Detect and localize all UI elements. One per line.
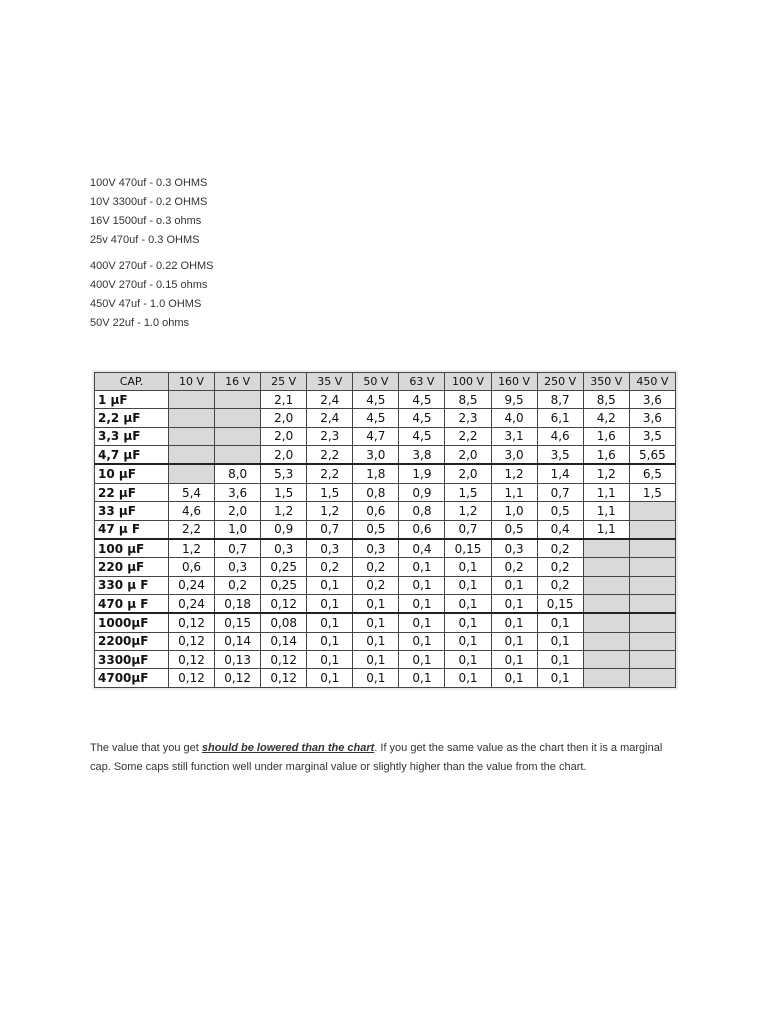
- table-cell-empty: [583, 613, 629, 632]
- table-cell-empty: [629, 613, 675, 632]
- table-cell: 0,4: [537, 520, 583, 539]
- table-cell-empty: [629, 502, 675, 520]
- table-cell: 0,1: [491, 576, 537, 594]
- table-cell: 0,1: [445, 576, 491, 594]
- table-cell: 3,0: [353, 446, 399, 465]
- esr-notes-group-2: [90, 257, 214, 333]
- column-header-voltage: 350 V: [583, 373, 629, 391]
- note-line: 50V 22uf - 1.0 ohms: [90, 317, 190, 329]
- table-cell: 0,2: [537, 576, 583, 594]
- table-cell: 0,12: [261, 669, 307, 688]
- note-line: 16V 1500uf - o.3 ohms: [90, 215, 202, 227]
- table-cell: 4,7: [353, 427, 399, 445]
- table-cell: 0,15: [215, 613, 261, 632]
- table-cell: 0,1: [445, 669, 491, 688]
- table-cell-empty: [629, 595, 675, 614]
- table-cell: 1,4: [537, 464, 583, 483]
- column-header-voltage: 63 V: [399, 373, 445, 391]
- table-cell: 6,5: [629, 464, 675, 483]
- table-cell: 0,2: [537, 558, 583, 576]
- row-header-cap: 3300µF: [95, 651, 169, 669]
- table-row: [95, 576, 676, 594]
- table-cell: 0,14: [261, 632, 307, 650]
- row-header-cap: 10 µF: [95, 464, 169, 483]
- table-cell: 3,6: [215, 483, 261, 501]
- table-cell-empty: [629, 539, 675, 558]
- table-cell: 0,1: [307, 613, 353, 632]
- table-cell: 0,1: [353, 632, 399, 650]
- table-cell: 3,1: [491, 427, 537, 445]
- column-header-voltage: 16 V: [215, 373, 261, 391]
- table-cell: 0,9: [399, 483, 445, 501]
- table-cell-empty: [215, 427, 261, 445]
- table-cell: 0,7: [215, 539, 261, 558]
- table-cell: 4,0: [491, 409, 537, 427]
- table-cell-empty: [583, 651, 629, 669]
- table-cell: 4,6: [169, 502, 215, 520]
- table-cell: 2,4: [307, 409, 353, 427]
- column-header-voltage: 100 V: [445, 373, 491, 391]
- column-header-cap: CAP.: [95, 373, 169, 391]
- table-row: [95, 632, 676, 650]
- table-cell-empty: [169, 409, 215, 427]
- table-cell: 0,1: [399, 613, 445, 632]
- row-header-cap: 3,3 µF: [95, 427, 169, 445]
- table-cell-empty: [629, 651, 675, 669]
- row-header-cap: 22 µF: [95, 483, 169, 501]
- table-cell: 0,1: [307, 669, 353, 688]
- table-cell: 4,2: [583, 409, 629, 427]
- column-header-voltage: 10 V: [169, 373, 215, 391]
- table-cell: 2,0: [261, 409, 307, 427]
- table-cell: 3,6: [629, 391, 675, 409]
- table-cell: 0,15: [445, 539, 491, 558]
- table-cell: 8,0: [215, 464, 261, 483]
- table-cell: 0,24: [169, 595, 215, 614]
- table-cell: 2,3: [445, 409, 491, 427]
- table-cell: 2,2: [307, 464, 353, 483]
- table-cell: 0,1: [399, 558, 445, 576]
- table-cell: 0,8: [399, 502, 445, 520]
- table-cell: 0,12: [169, 669, 215, 688]
- table-row: [95, 483, 676, 501]
- column-header-voltage: 25 V: [261, 373, 307, 391]
- table-cell: 8,5: [583, 391, 629, 409]
- table-cell: 0,1: [445, 651, 491, 669]
- table-cell: 0,2: [491, 558, 537, 576]
- table-cell: 1,2: [169, 539, 215, 558]
- table-row: [95, 391, 676, 409]
- table-cell: 1,1: [583, 520, 629, 539]
- table-cell-empty: [629, 632, 675, 650]
- table-cell: 8,7: [537, 391, 583, 409]
- table-cell: 0,6: [399, 520, 445, 539]
- table-cell: 0,12: [169, 651, 215, 669]
- table-cell: 0,25: [261, 576, 307, 594]
- table-cell: 4,5: [353, 391, 399, 409]
- table-cell: 3,5: [629, 427, 675, 445]
- table-cell: 0,1: [399, 669, 445, 688]
- table-cell: 4,5: [353, 409, 399, 427]
- table-cell: 1,2: [491, 464, 537, 483]
- table-cell: 1,1: [491, 483, 537, 501]
- table-cell: 5,3: [261, 464, 307, 483]
- table-cell: 1,5: [629, 483, 675, 501]
- table-cell-empty: [583, 558, 629, 576]
- table-cell: 2,3: [307, 427, 353, 445]
- table-cell: 0,5: [537, 502, 583, 520]
- table-row: [95, 539, 676, 558]
- table-cell: 0,1: [353, 651, 399, 669]
- table-cell: 0,1: [307, 595, 353, 614]
- table-cell: 0,1: [307, 632, 353, 650]
- table-cell: 0,5: [353, 520, 399, 539]
- table-cell-empty: [215, 446, 261, 465]
- table-cell: 0,6: [353, 502, 399, 520]
- table-cell: 0,2: [353, 558, 399, 576]
- table-cell: 0,1: [307, 651, 353, 669]
- table-cell: 0,13: [215, 651, 261, 669]
- table-cell: 0,08: [261, 613, 307, 632]
- table-cell-empty: [583, 595, 629, 614]
- table-cell: 0,1: [491, 595, 537, 614]
- esr-chart-image: [92, 370, 678, 690]
- row-header-cap: 4,7 µF: [95, 446, 169, 465]
- row-header-cap: 100 µF: [95, 539, 169, 558]
- table-cell: 0,7: [307, 520, 353, 539]
- column-header-voltage: 160 V: [491, 373, 537, 391]
- table-row: [95, 446, 676, 465]
- table-cell: 0,5: [491, 520, 537, 539]
- table-cell-empty: [629, 520, 675, 539]
- table-cell: 1,5: [445, 483, 491, 501]
- table-cell: 0,12: [169, 613, 215, 632]
- table-cell: 1,2: [583, 464, 629, 483]
- table-cell: 0,14: [215, 632, 261, 650]
- table-cell: 2,4: [307, 391, 353, 409]
- table-cell: 1,9: [399, 464, 445, 483]
- footer-emphasis: should be lowered than the chart: [201, 742, 375, 754]
- table-cell-empty: [629, 576, 675, 594]
- table-cell-empty: [169, 464, 215, 483]
- table-cell: 0,1: [537, 651, 583, 669]
- table-cell: 2,2: [169, 520, 215, 539]
- table-cell-empty: [169, 427, 215, 445]
- table-row: [95, 558, 676, 576]
- table-cell: 0,4: [399, 539, 445, 558]
- column-header-voltage: 250 V: [537, 373, 583, 391]
- table-cell: 0,8: [353, 483, 399, 501]
- esr-table: [94, 372, 676, 688]
- table-cell: 0,2: [307, 558, 353, 576]
- row-header-cap: 1000µF: [95, 613, 169, 632]
- table-cell: 0,3: [491, 539, 537, 558]
- table-cell: 0,1: [491, 613, 537, 632]
- table-cell-empty: [583, 576, 629, 594]
- note-line: 25v 470uf - 0.3 OHMS: [90, 234, 200, 246]
- table-cell: 1,8: [353, 464, 399, 483]
- table-cell-empty: [215, 409, 261, 427]
- table-cell: 0,1: [491, 651, 537, 669]
- footer-text-after: . If you get the same value as the chart then it is a marginal cap. Some caps still function well under marginal value or slightly higher than the value from the chart.: [90, 742, 663, 773]
- table-cell: 1,5: [261, 483, 307, 501]
- table-row: [95, 520, 676, 539]
- table-cell: 0,1: [307, 576, 353, 594]
- table-cell: 0,12: [261, 595, 307, 614]
- table-row: [95, 409, 676, 427]
- table-cell: 1,0: [491, 502, 537, 520]
- table-cell: 1,1: [583, 502, 629, 520]
- table-cell: 0,3: [261, 539, 307, 558]
- table-cell: 0,2: [353, 576, 399, 594]
- table-cell-empty: [583, 539, 629, 558]
- row-header-cap: 2,2 µF: [95, 409, 169, 427]
- esr-notes-group-1: [90, 174, 207, 250]
- table-cell: 0,1: [353, 669, 399, 688]
- note-line: 10V 3300uf - 0.2 OHMS: [90, 196, 208, 208]
- note-line: 400V 270uf - 0.15 ohms: [90, 279, 208, 291]
- table-cell: 1,6: [583, 427, 629, 445]
- table-cell: 6,1: [537, 409, 583, 427]
- table-cell: 0,12: [169, 632, 215, 650]
- table-cell: 8,5: [445, 391, 491, 409]
- column-header-voltage: 450 V: [629, 373, 675, 391]
- table-cell: 0,12: [261, 651, 307, 669]
- table-cell: 0,1: [537, 669, 583, 688]
- table-cell-empty: [629, 558, 675, 576]
- row-header-cap: 1 µF: [95, 391, 169, 409]
- table-cell: 0,1: [445, 558, 491, 576]
- table-body: [95, 391, 676, 688]
- table-cell: 2,2: [307, 446, 353, 465]
- row-header-cap: 33 µF: [95, 502, 169, 520]
- table-cell: 4,5: [399, 427, 445, 445]
- table-cell: 5,65: [629, 446, 675, 465]
- table-cell: 0,1: [399, 632, 445, 650]
- table-cell: 5,4: [169, 483, 215, 501]
- table-cell: 0,1: [445, 632, 491, 650]
- column-header-voltage: 35 V: [307, 373, 353, 391]
- table-cell: 1,2: [261, 502, 307, 520]
- table-row: [95, 651, 676, 669]
- table-cell: 3,0: [491, 446, 537, 465]
- table-row: [95, 427, 676, 445]
- table-cell: 3,5: [537, 446, 583, 465]
- table-cell: 0,1: [399, 651, 445, 669]
- row-header-cap: 2200µF: [95, 632, 169, 650]
- table-cell: 0,9: [261, 520, 307, 539]
- table-row: [95, 502, 676, 520]
- table-cell: 2,0: [261, 427, 307, 445]
- table-cell: 4,5: [399, 409, 445, 427]
- table-cell: 1,0: [215, 520, 261, 539]
- table-cell-empty: [583, 669, 629, 688]
- table-cell: 0,1: [537, 613, 583, 632]
- table-cell-empty: [169, 446, 215, 465]
- footer-paragraph: [90, 739, 670, 777]
- table-cell: 1,2: [307, 502, 353, 520]
- table-cell: 4,6: [537, 427, 583, 445]
- table-cell: 0,3: [353, 539, 399, 558]
- table-row: [95, 595, 676, 614]
- row-header-cap: 47 µ F: [95, 520, 169, 539]
- table-cell: 0,12: [215, 669, 261, 688]
- table-cell: 1,5: [307, 483, 353, 501]
- table-cell: 0,1: [353, 613, 399, 632]
- table-header-row: [95, 373, 676, 391]
- table-row: [95, 669, 676, 688]
- table-cell: 0,2: [215, 576, 261, 594]
- table-row: [95, 613, 676, 632]
- row-header-cap: 220 µF: [95, 558, 169, 576]
- table-cell: 0,7: [445, 520, 491, 539]
- table-cell-empty: [169, 391, 215, 409]
- table-cell: 0,1: [399, 595, 445, 614]
- table-cell: 0,24: [169, 576, 215, 594]
- table-cell: 0,1: [399, 576, 445, 594]
- table-cell: 0,7: [537, 483, 583, 501]
- row-header-cap: 470 µ F: [95, 595, 169, 614]
- table-cell: 2,0: [215, 502, 261, 520]
- table-cell: 0,6: [169, 558, 215, 576]
- table-cell: 3,6: [629, 409, 675, 427]
- table-cell: 0,18: [215, 595, 261, 614]
- table-cell: 9,5: [491, 391, 537, 409]
- table-cell: 0,1: [537, 632, 583, 650]
- table-cell: 2,1: [261, 391, 307, 409]
- table-cell: 0,1: [445, 613, 491, 632]
- table-cell: 2,0: [445, 446, 491, 465]
- table-cell-empty: [583, 632, 629, 650]
- note-line: 400V 270uf - 0.22 OHMS: [90, 260, 214, 272]
- row-header-cap: 330 µ F: [95, 576, 169, 594]
- table-cell: 0,25: [261, 558, 307, 576]
- table-row: [95, 464, 676, 483]
- table-cell: 0,2: [537, 539, 583, 558]
- table-cell: 1,6: [583, 446, 629, 465]
- table-cell: 2,0: [445, 464, 491, 483]
- table-cell: 0,1: [353, 595, 399, 614]
- footer-text-before: The value that you get: [90, 742, 202, 754]
- table-cell: 0,1: [491, 669, 537, 688]
- row-header-cap: 4700µF: [95, 669, 169, 688]
- table-cell: 4,5: [399, 391, 445, 409]
- table-cell-empty: [215, 391, 261, 409]
- column-header-voltage: 50 V: [353, 373, 399, 391]
- table-cell-empty: [629, 669, 675, 688]
- table-cell: 2,0: [261, 446, 307, 465]
- table-cell: 2,2: [445, 427, 491, 445]
- table-cell: 0,1: [445, 595, 491, 614]
- table-cell: 1,2: [445, 502, 491, 520]
- table-cell: 0,15: [537, 595, 583, 614]
- table-cell: 0,3: [307, 539, 353, 558]
- table-cell: 0,1: [491, 632, 537, 650]
- table-cell: 0,3: [215, 558, 261, 576]
- table-cell: 1,1: [583, 483, 629, 501]
- table-cell: 3,8: [399, 446, 445, 465]
- note-line: 100V 470uf - 0.3 OHMS: [90, 177, 208, 189]
- note-line: 450V 47uf - 1.0 OHMS: [90, 298, 202, 310]
